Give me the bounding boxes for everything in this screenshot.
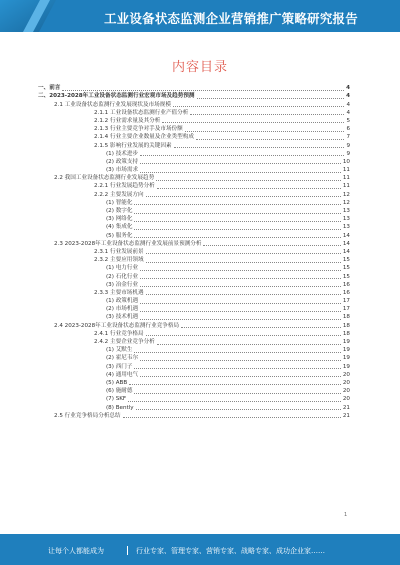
toc-leader-dots <box>140 277 341 279</box>
toc-entry-page: 11 <box>342 175 350 182</box>
toc-entry-title: (2) 政策支持 <box>106 158 139 165</box>
toc-entry-page: 15 <box>342 265 350 272</box>
toc-entry-page: 20 <box>342 388 350 395</box>
toc-leader-dots <box>146 334 341 336</box>
toc-entry[interactable] <box>36 248 350 256</box>
toc-entry[interactable] <box>36 109 350 117</box>
toc-entry[interactable] <box>36 100 350 108</box>
toc-entry-title: (2) 市场机遇 <box>106 306 139 313</box>
toc-leader-dots <box>140 285 341 287</box>
toc-leader-dots <box>134 203 340 205</box>
toc-entry-page: 14 <box>342 248 350 255</box>
toc-entry-title: (4) 通用电气 <box>106 371 139 378</box>
toc-entry-page: 9 <box>346 150 350 157</box>
toc-leader-dots <box>128 400 341 402</box>
toc-leader-dots <box>136 408 341 410</box>
header-banner <box>0 0 400 32</box>
toc-entry-title: (1) 电力行业 <box>106 265 139 272</box>
toc-entry-title: (3) 技术机遇 <box>106 314 139 321</box>
toc-entry-page: 13 <box>342 208 350 214</box>
toc-entry[interactable] <box>36 92 350 100</box>
toc-entry-page: 10 <box>342 158 350 165</box>
toc-leader-dots <box>140 162 341 164</box>
toc-entry-title: (6) 施耐德 <box>106 388 133 395</box>
toc-entry-title: 2.4 2023-2028年工业设备状态监测行业竞争格局 <box>54 322 180 329</box>
footer-roles: 行业专家、管理专家、营销专家、战略专家、成功企业家…… <box>136 547 325 555</box>
toc-entry-title: 2.2.2 主要发展方向 <box>94 191 144 198</box>
toc-entry-page: 11 <box>342 167 350 174</box>
toc-entry-page: 19 <box>342 339 350 345</box>
toc-entry[interactable] <box>36 141 350 149</box>
toc-entry-title: 2.2.1 行业发展趋势分析 <box>94 183 155 190</box>
toc-entry-page: 17 <box>342 298 350 305</box>
toc-entry-page: 19 <box>342 355 350 362</box>
report-title: 工业设备状态监测企业营销推广策略研究报告 <box>104 11 358 26</box>
toc-leader-dots <box>134 228 340 230</box>
toc-leader-dots <box>140 375 341 377</box>
toc-entry-page: 15 <box>342 273 350 280</box>
toc-entry-page: 16 <box>342 281 350 288</box>
toc-leader-dots <box>62 89 344 91</box>
toc-entry-page: 12 <box>342 191 350 198</box>
toc-entry-title: 2.1 工业设备状态监测行业发展现状及市场规模 <box>54 101 171 108</box>
toc-leader-dots <box>123 416 341 418</box>
toc-entry[interactable] <box>36 281 350 289</box>
toc-entry-page: 20 <box>342 379 350 386</box>
toc-entry-title: (3) 冶金行业 <box>106 281 139 288</box>
toc-entry-title: 2.2 我国工业设备状态监测行业发展趋势 <box>54 175 155 182</box>
toc-leader-dots <box>157 343 341 345</box>
footer-banner <box>0 534 400 565</box>
toc-leader-dots <box>197 97 345 99</box>
toc-entry-page: 4 <box>346 85 350 92</box>
toc-entry-title: (4) 集成化 <box>106 224 133 231</box>
toc-leader-dots <box>146 195 341 197</box>
toc-entry[interactable] <box>36 387 350 395</box>
toc-entry-title: (3) 西门子 <box>106 363 133 370</box>
toc-entry-page: 5 <box>346 117 350 124</box>
toc-entry-title: (2) 数字化 <box>106 208 133 214</box>
toc-leader-dots <box>140 269 341 271</box>
toc-entry[interactable] <box>36 305 350 313</box>
toc-leader-dots <box>134 367 340 369</box>
toc-entry-page: 9 <box>346 142 350 149</box>
toc-leader-dots <box>185 130 345 132</box>
toc-leader-dots <box>140 302 341 304</box>
toc-entry-page: 6 <box>346 126 350 133</box>
toc-entry-page: 4 <box>346 93 350 100</box>
toc-leader-dots <box>134 212 340 214</box>
toc-leader-dots <box>134 220 340 222</box>
toc-leader-dots <box>157 187 341 189</box>
toc-entry[interactable] <box>36 403 350 411</box>
toc-leader-dots <box>134 392 340 394</box>
toc-leader-dots <box>140 318 341 320</box>
toc-leader-dots <box>156 179 341 181</box>
toc-entry[interactable] <box>36 264 350 272</box>
toc-entry-title: (8) Bently <box>106 404 134 411</box>
toc-entry-title: 2.1.2 行业需求量及其分析 <box>94 117 161 124</box>
toc-entry[interactable] <box>36 231 350 239</box>
toc-entry-title: 2.1.4 行业主要企业数量及企业类型构成 <box>94 134 194 141</box>
toc-entry-page: 18 <box>342 330 350 337</box>
toc-entry-page: 11 <box>342 183 350 190</box>
toc-entry-title: (5) 服务化 <box>106 232 133 239</box>
toc-entry-title: 2.5 行业竞争格局分析总结 <box>54 412 121 419</box>
toc-entry[interactable] <box>36 215 350 223</box>
toc-leader-dots <box>134 236 340 238</box>
table-of-contents <box>36 84 350 420</box>
toc-entry[interactable] <box>36 133 350 141</box>
toc-leader-dots <box>140 171 341 173</box>
toc-entry[interactable] <box>36 207 350 215</box>
toc-entry[interactable] <box>36 182 350 190</box>
toc-entry[interactable] <box>36 289 350 297</box>
toc-entry-page: 19 <box>342 363 350 370</box>
toc-leader-dots <box>181 326 341 328</box>
toc-entry-page: 18 <box>342 314 350 321</box>
toc-entry-title: (1) 艾默生 <box>106 347 133 354</box>
toc-entry-title: (5) ABB <box>106 379 128 386</box>
toc-entry[interactable] <box>36 174 350 182</box>
toc-entry-page: 20 <box>342 371 350 378</box>
toc-entry-page: 18 <box>342 322 350 329</box>
toc-entry-title: 2.1.1 工业设备状态监测行业产值分析 <box>94 109 189 116</box>
toc-entry[interactable] <box>36 240 350 248</box>
toc-entry[interactable] <box>36 338 350 346</box>
toc-leader-dots <box>140 359 341 361</box>
toc-entry-page: 20 <box>342 396 350 403</box>
toc-entry[interactable] <box>36 190 350 198</box>
toc-entry[interactable] <box>36 166 350 174</box>
toc-entry-title: 2.3 2023-2028年工业设备状态监测行业发展前景预测分析 <box>54 240 202 247</box>
toc-leader-dots <box>190 113 344 115</box>
toc-leader-dots <box>174 146 345 148</box>
toc-leader-dots <box>146 293 341 295</box>
toc-leader-dots <box>162 121 344 123</box>
toc-entry-title: (1) 技术进步 <box>106 150 139 157</box>
toc-leader-dots <box>173 105 344 107</box>
toc-entry[interactable] <box>36 330 350 338</box>
toc-entry[interactable] <box>36 256 350 264</box>
toc-entry[interactable] <box>36 412 350 420</box>
toc-entry[interactable] <box>36 223 350 231</box>
toc-entry-title: 一、前言 <box>38 85 61 92</box>
toc-entry-page: 14 <box>342 232 350 239</box>
toc-entry-title: 二、2023-2028年工业设备状态监测行业宏观市场及趋势预测 <box>38 93 195 100</box>
toc-entry-page: 16 <box>342 289 350 296</box>
toc-entry[interactable] <box>36 150 350 158</box>
toc-entry-page: 21 <box>342 404 350 411</box>
toc-entry[interactable] <box>36 272 350 280</box>
toc-entry-page: 17 <box>342 306 350 313</box>
toc-entry-title: 2.3.2 主要应用领域 <box>94 257 144 264</box>
toc-leader-dots <box>203 244 340 246</box>
toc-leader-dots <box>140 310 341 312</box>
toc-entry-title: 2.1.3 行业主要竞争对手及市场份额 <box>94 126 183 133</box>
toc-entry-title: 2.3.3 主要市场机遇 <box>94 289 144 296</box>
toc-leader-dots <box>134 351 340 353</box>
toc-entry-page: 12 <box>342 199 350 206</box>
footer-slogan: 让每个人都能成为 <box>48 547 104 555</box>
toc-leader-dots <box>196 138 345 140</box>
toc-entry[interactable] <box>36 354 350 362</box>
toc-leader-dots <box>146 252 341 254</box>
toc-leader-dots <box>140 154 344 156</box>
toc-entry-title: 2.4.2 主要企业竞争分析 <box>94 339 155 345</box>
toc-heading: 内容目录 <box>171 60 228 75</box>
toc-entry-title: (1) 政策机遇 <box>106 298 139 305</box>
toc-entry-title: (3) 市场需求 <box>106 167 139 174</box>
toc-entry[interactable] <box>36 84 350 92</box>
toc-entry-page: 13 <box>342 216 350 223</box>
toc-entry-title: (2) 石化行业 <box>106 273 139 280</box>
toc-leader-dots <box>129 383 341 385</box>
toc-leader-dots <box>146 261 341 263</box>
toc-entry[interactable] <box>36 125 350 133</box>
toc-entry-title: 2.1.5 影响行业发展的关键因素 <box>94 142 172 149</box>
toc-entry-page: 21 <box>342 412 350 419</box>
toc-entry-page: 14 <box>342 240 350 247</box>
toc-entry[interactable] <box>36 297 350 305</box>
toc-entry-page: 19 <box>342 347 350 354</box>
toc-entry[interactable] <box>36 321 350 329</box>
toc-entry-page: 4 <box>346 101 350 108</box>
toc-entry[interactable] <box>36 395 350 403</box>
toc-entry-title: 2.3.1 行业发展前景 <box>94 248 144 255</box>
toc-entry[interactable] <box>36 117 350 125</box>
toc-entry[interactable] <box>36 199 350 207</box>
toc-entry[interactable] <box>36 346 350 354</box>
toc-entry-page: 4 <box>346 109 350 116</box>
toc-entry-page: 15 <box>342 257 350 264</box>
toc-entry-title: (2) 霍尼韦尔 <box>106 355 139 362</box>
toc-entry-title: 2.4.1 行业竞争格局 <box>94 330 144 337</box>
toc-entry[interactable] <box>36 158 350 166</box>
page-mark: 1 <box>344 512 348 518</box>
toc-entry-page: 7 <box>346 134 350 141</box>
toc-entry[interactable] <box>36 362 350 370</box>
toc-entry-page: 13 <box>342 224 350 231</box>
toc-entry[interactable] <box>36 313 350 321</box>
footer-divider <box>127 546 128 555</box>
toc-entry[interactable] <box>36 371 350 379</box>
toc-entry-title: (1) 智能化 <box>106 199 133 206</box>
toc-entry-title: (3) 网络化 <box>106 216 133 223</box>
toc-entry[interactable] <box>36 379 350 387</box>
toc-entry-title: (7) SKF <box>106 396 127 403</box>
